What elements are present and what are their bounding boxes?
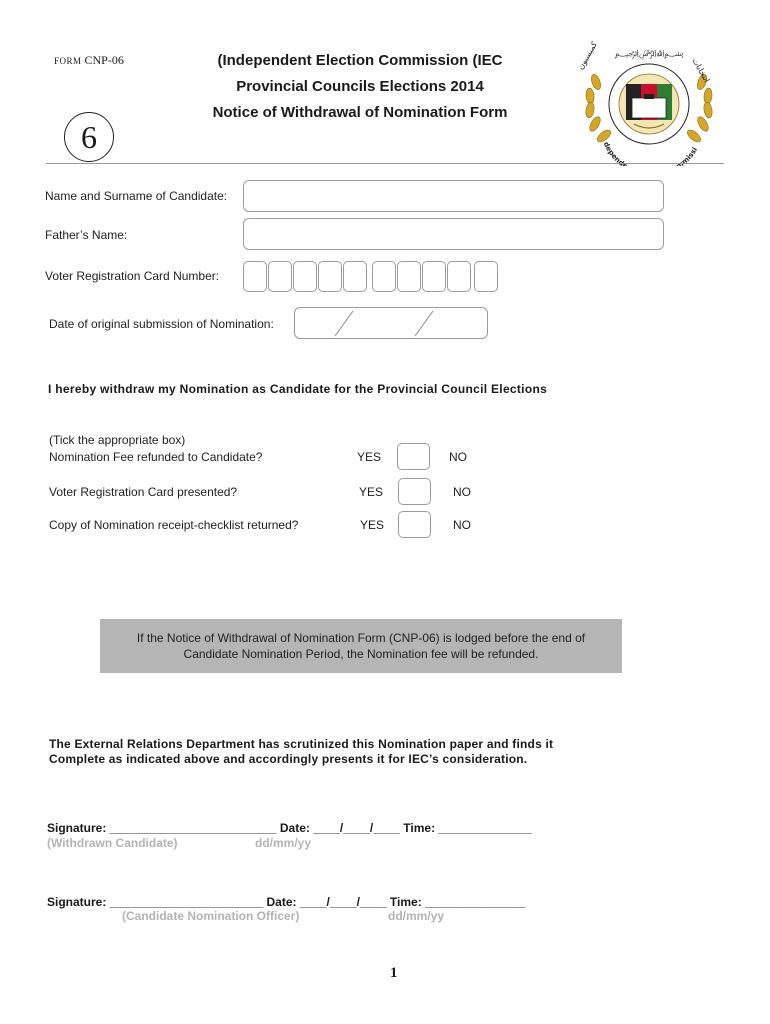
form-number-badge: 6 — [64, 112, 114, 162]
receipt-returned-checkbox[interactable] — [398, 511, 431, 538]
scrutiny-line-2: Complete as indicated above and accordingly presents it for IEC’s consideration. — [49, 752, 528, 766]
title-line-3: Notice of Withdrawal of Nomination Form — [212, 104, 508, 121]
card-presented-checkbox[interactable] — [398, 478, 431, 505]
fee-refunded-checkbox[interactable] — [397, 443, 430, 470]
checklist-item-receipt: Copy of Nomination receipt-checklist returned? — [49, 518, 299, 532]
header-divider — [46, 163, 724, 164]
digit-cell[interactable] — [268, 261, 292, 292]
name-label: Name and Surname of Candidate: — [45, 189, 228, 203]
digit-cell[interactable] — [422, 261, 446, 292]
title-line-1: (Independent Election Commission (IEC — [217, 52, 503, 69]
svg-text:﷽: ﷽ — [614, 49, 684, 59]
father-name-label: Father’s Name: — [45, 228, 128, 242]
digit-cell[interactable] — [397, 261, 421, 292]
no-label: NO — [453, 485, 471, 499]
name-input[interactable] — [243, 180, 664, 212]
digit-cell[interactable] — [243, 261, 267, 292]
form-code-number: CNP-06 — [84, 53, 124, 67]
svg-text:انتخابات: انتخابات — [690, 56, 712, 85]
digit-cell[interactable] — [372, 261, 396, 292]
date-format-candidate: dd/mm/yy — [255, 836, 312, 850]
no-label: NO — [449, 450, 467, 464]
signature-line-candidate: Signature: _________________________ Date: ____/____/____ Time: ______________ — [47, 821, 532, 835]
scrutiny-line-1: The External Relations Department has scrutinized this Nomination paper and finds it — [49, 737, 554, 751]
father-name-input[interactable] — [243, 218, 664, 250]
svg-text:کمیسیون: کمیسیون — [575, 40, 599, 71]
tick-instruction: (Tick the appropriate box) — [49, 433, 186, 447]
yes-label: YES — [360, 518, 385, 532]
checklist-item-card: Voter Registration Card presented? — [49, 485, 238, 499]
date-label: Date of original submission of Nomination: — [49, 317, 274, 331]
title-line-2: Provincial Councils Elections 2014 — [236, 78, 484, 95]
digit-cell[interactable] — [318, 261, 342, 292]
date-format-officer: dd/mm/yy — [388, 909, 445, 923]
date-separators — [295, 308, 487, 338]
yes-label: YES — [357, 450, 382, 464]
iec-logo — [574, 40, 724, 166]
voter-card-number-input[interactable] — [243, 261, 503, 292]
digit-cell[interactable] — [447, 261, 471, 292]
signature-role-candidate: (Withdrawn Candidate) — [47, 836, 178, 850]
signature-line-officer: Signature: _______________________ Date: ____/____/____ Time: _______________ — [47, 895, 526, 909]
refund-note-line-2: Candidate Nomination Period, the Nomination fee will be refunded. — [183, 647, 539, 661]
checklist-item-fee: Nomination Fee refunded to Candidate? — [49, 450, 263, 464]
digit-cell[interactable] — [474, 261, 498, 292]
refund-note-line-1: If the Notice of Withdrawal of Nomination Form (CNP-06) is lodged before the end of — [136, 631, 586, 645]
signature-role-officer: (Candidate Nomination Officer) — [122, 909, 300, 923]
date-input[interactable] — [294, 307, 488, 339]
withdrawal-declaration: I hereby withdraw my Nomination as Candidate for the Provincial Council Elections — [48, 382, 548, 396]
digit-cell[interactable] — [343, 261, 367, 292]
yes-label: YES — [359, 485, 384, 499]
form-code-prefix: FORM — [54, 56, 82, 66]
form-code — [54, 53, 124, 68]
refund-note — [100, 619, 622, 673]
page-number: 1 — [390, 965, 398, 981]
no-label: NO — [453, 518, 471, 532]
logo-caption: depende mmissi — [601, 140, 700, 166]
digit-cell[interactable] — [293, 261, 317, 292]
voter-card-label: Voter Registration Card Number: — [45, 269, 220, 283]
